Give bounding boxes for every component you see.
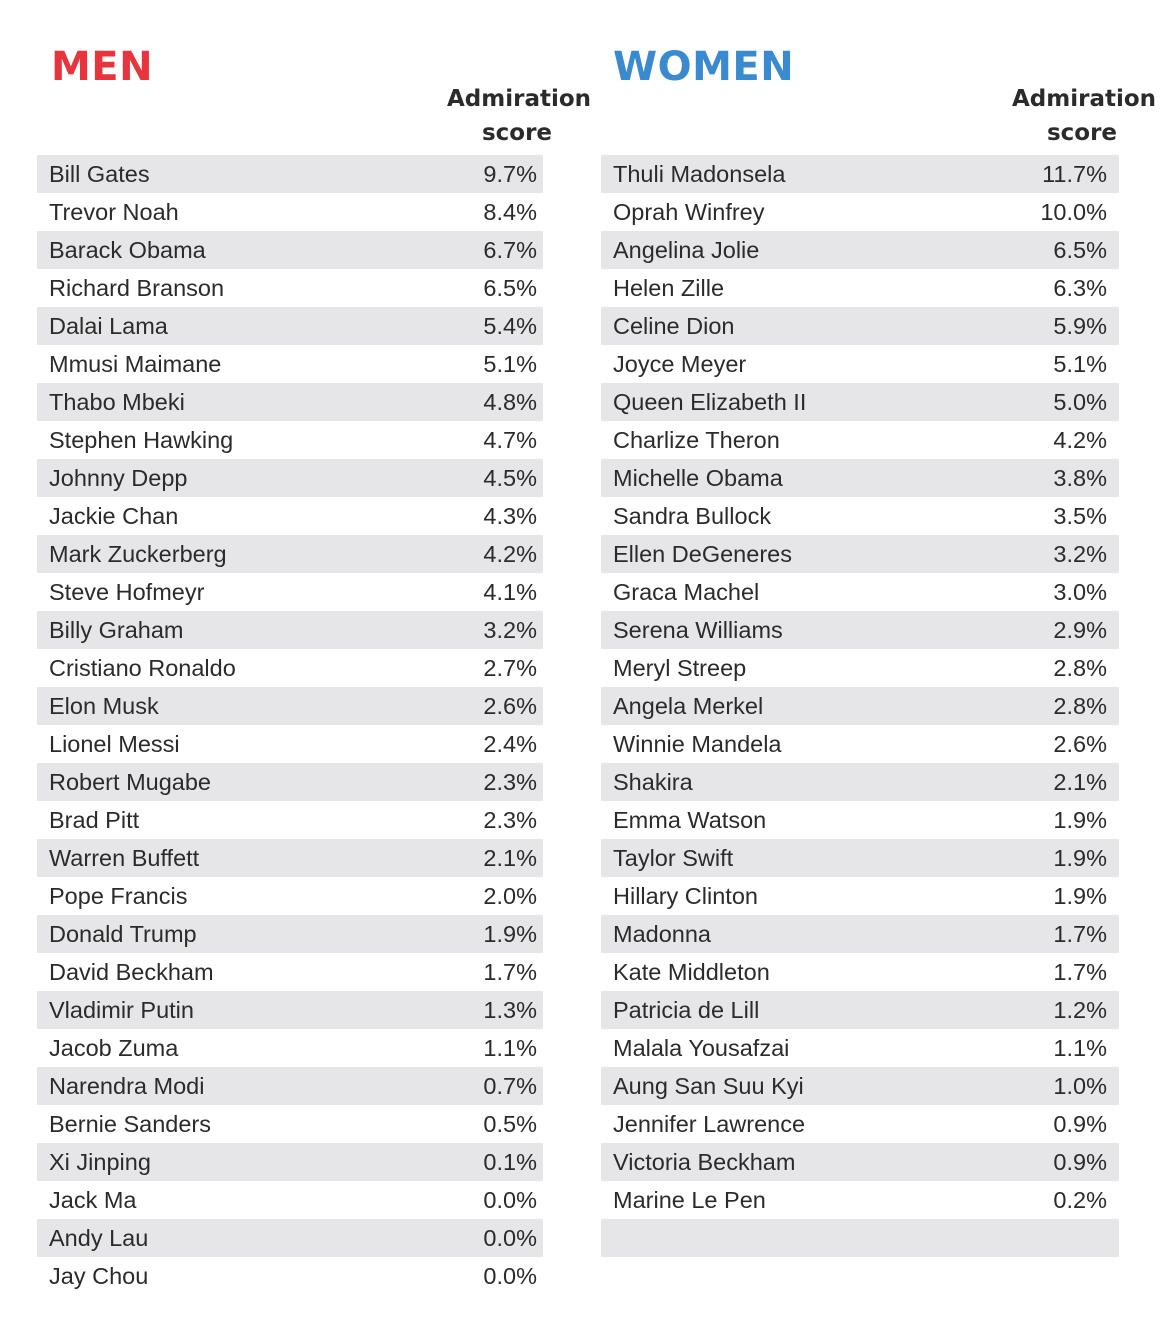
women-table-row [601, 1029, 1119, 1067]
women-table-row [601, 497, 1119, 535]
women-row-name: Charlize Theron [613, 426, 780, 453]
women-row-name: Marine Le Pen [613, 1186, 766, 1213]
women-row-score: 1.7% [1053, 920, 1107, 947]
women-row-score: 6.3% [1053, 274, 1107, 301]
men-table-row [37, 687, 543, 725]
men-row-name: Mark Zuckerberg [49, 540, 227, 567]
women-row-name: Malala Yousafzai [613, 1034, 790, 1061]
men-row-score: 3.2% [483, 616, 537, 643]
women-row-score: 5.0% [1053, 388, 1107, 415]
men-row-name: Bernie Sanders [49, 1110, 211, 1137]
women-table-row [601, 725, 1119, 763]
men-row-name: Cristiano Ronaldo [49, 654, 236, 681]
men-table-row [37, 345, 543, 383]
women-row-score: 5.9% [1053, 312, 1107, 339]
men-table-row [37, 877, 543, 915]
women-table-row [601, 915, 1119, 953]
men-table-row [37, 231, 543, 269]
men-row-score: 2.6% [483, 692, 537, 719]
men-table-row [37, 497, 543, 535]
men-row-score: 1.7% [483, 958, 537, 985]
women-row-name: Thuli Madonsela [613, 160, 786, 187]
men-row-name: David Beckham [49, 958, 214, 985]
women-table-row [601, 193, 1119, 231]
women-row-name: Meryl Streep [613, 654, 747, 681]
men-row-score: 1.1% [483, 1034, 537, 1061]
men-table-row [37, 1143, 543, 1181]
men-table-row [37, 915, 543, 953]
women-table-row [601, 611, 1119, 649]
women-row-score: 3.8% [1053, 464, 1107, 491]
men-table-row [37, 839, 543, 877]
women-row-name: Queen Elizabeth II [613, 388, 807, 415]
women-table-row [601, 155, 1119, 193]
men-row-score: 0.0% [483, 1186, 537, 1213]
women-row-name: Angelina Jolie [613, 236, 760, 263]
women-row-score: 1.9% [1053, 844, 1107, 871]
women-row-score: 2.8% [1053, 692, 1107, 719]
men-score-header-line1: Admiration [447, 86, 592, 112]
women-row-name: Oprah Winfrey [613, 198, 765, 225]
women-row-name: Sandra Bullock [613, 502, 772, 529]
women-row-name: Angela Merkel [613, 692, 764, 719]
men-row-score: 1.9% [483, 920, 537, 947]
men-row-name: Dalai Lama [49, 312, 168, 339]
women-row-name: Joyce Meyer [613, 350, 747, 377]
women-table-row [601, 421, 1119, 459]
women-row-name: Winnie Mandela [613, 730, 782, 757]
women-title: WOMEN [613, 44, 795, 90]
men-row-name: Johnny Depp [49, 464, 188, 491]
women-table-row [601, 687, 1119, 725]
women-table-row [601, 307, 1119, 345]
women-table-row [601, 459, 1119, 497]
men-row-score: 4.8% [483, 388, 537, 415]
men-table-row [37, 193, 543, 231]
women-row-score: 1.7% [1053, 958, 1107, 985]
women-row-score: 10.0% [1040, 198, 1107, 225]
men-row-name: Jack Ma [49, 1186, 137, 1213]
women-row-name: Emma Watson [613, 806, 767, 833]
women-table-row [601, 1143, 1119, 1181]
women-table-row [601, 1181, 1119, 1219]
men-table-row [37, 307, 543, 345]
men-table-row [37, 991, 543, 1029]
men-table-row [37, 421, 543, 459]
women-row-name: Helen Zille [613, 274, 725, 301]
men-row-score: 5.4% [483, 312, 537, 339]
women-row-score: 2.8% [1053, 654, 1107, 681]
men-row-name: Billy Graham [49, 616, 184, 643]
women-table-row [601, 1105, 1119, 1143]
women-row-name: Shakira [613, 768, 693, 795]
men-row-name: Warren Buffett [49, 844, 200, 871]
women-score-header [1012, 82, 1157, 150]
men-row-name: Mmusi Maimane [49, 350, 222, 377]
women-row-name: Kate Middleton [613, 958, 770, 985]
men-row-score: 2.4% [483, 730, 537, 757]
men-row-name: Steve Hofmeyr [49, 578, 205, 605]
men-row-name: Lionel Messi [49, 730, 180, 757]
men-score-header-line2: score [481, 120, 553, 146]
women-table-row [601, 1219, 1119, 1257]
women-row-name: Madonna [613, 920, 711, 947]
women-table-row [601, 573, 1119, 611]
men-table-row [37, 383, 543, 421]
women-row-name: Jennifer Lawrence [613, 1110, 806, 1137]
men-table-row [37, 155, 543, 193]
women-row-score: 3.0% [1053, 578, 1107, 605]
women-row-score: 1.2% [1053, 996, 1107, 1023]
men-row-score: 6.5% [483, 274, 537, 301]
women-row-score: 1.9% [1053, 882, 1107, 909]
women-row-name: Hillary Clinton [613, 882, 758, 909]
women-row-name: Taylor Swift [613, 844, 734, 871]
women-row-name: Celine Dion [613, 312, 735, 339]
women-score-header-line2: score [1046, 120, 1118, 146]
men-row-score: 0.0% [483, 1262, 537, 1289]
men-table-row [37, 535, 543, 573]
women-row-score: 11.7% [1042, 160, 1107, 187]
men-row-score: 2.7% [483, 654, 537, 681]
women-table-row [601, 763, 1119, 801]
men-table-row [37, 1105, 543, 1143]
men-row-name: Barack Obama [49, 236, 206, 263]
men-row-score: 1.3% [483, 996, 537, 1023]
men-row-score: 4.2% [483, 540, 537, 567]
men-row-name: Trevor Noah [49, 198, 179, 225]
men-row-name: Richard Branson [49, 274, 225, 301]
women-row-name: Graca Machel [613, 578, 760, 605]
women-row-name: Ellen DeGeneres [613, 540, 792, 567]
women-row-score: 2.9% [1053, 616, 1107, 643]
women-table-row [601, 801, 1119, 839]
men-row-name: Vladimir Putin [49, 996, 194, 1023]
women-table-row [601, 383, 1119, 421]
women-table-row [601, 535, 1119, 573]
women-table-row [601, 231, 1119, 269]
men-row-score: 8.4% [483, 198, 537, 225]
men-row-score: 0.0% [483, 1224, 537, 1251]
men-row-name: Jacob Zuma [49, 1034, 179, 1061]
men-row-score: 4.3% [483, 502, 537, 529]
women-table-row [601, 649, 1119, 687]
men-table-row [37, 1257, 543, 1295]
women-row-name: Michelle Obama [613, 464, 783, 491]
women-score-header-line1: Admiration [1012, 86, 1157, 112]
women-row-score: 5.1% [1053, 350, 1107, 377]
women-table-row [601, 1067, 1119, 1105]
men-table-row [37, 611, 543, 649]
women-table-row [601, 991, 1119, 1029]
men-table-row [37, 1067, 543, 1105]
women-row-score: 1.1% [1053, 1034, 1107, 1061]
women-table-row [601, 839, 1119, 877]
women-row-score: 2.6% [1053, 730, 1107, 757]
men-row-name: Jackie Chan [49, 502, 179, 529]
women-row-name: Aung San Suu Kyi [613, 1072, 804, 1099]
men-row-name: Andy Lau [49, 1224, 149, 1251]
men-row-name: Brad Pitt [49, 806, 140, 833]
women-row-score: 0.9% [1053, 1110, 1107, 1137]
women-table-row [601, 269, 1119, 307]
women-row-score: 1.0% [1053, 1072, 1107, 1099]
men-table-row [37, 1029, 543, 1067]
men-row-name: Pope Francis [49, 882, 188, 909]
women-table-row [601, 877, 1119, 915]
men-table [37, 155, 543, 1295]
men-table-row [37, 573, 543, 611]
men-score-header [447, 82, 592, 150]
men-row-score: 0.7% [483, 1072, 537, 1099]
men-row-score: 2.0% [483, 882, 537, 909]
men-row-name: Thabo Mbeki [49, 388, 185, 415]
men-table-row [37, 269, 543, 307]
men-row-name: Elon Musk [49, 692, 159, 719]
women-row-score: 0.9% [1053, 1148, 1107, 1175]
men-row-score: 2.3% [483, 806, 537, 833]
women-table-row [601, 345, 1119, 383]
women-row-score: 2.1% [1053, 768, 1107, 795]
men-row-score: 0.1% [483, 1148, 537, 1175]
women-row-name: Patricia de Lill [613, 996, 760, 1023]
men-row-score: 4.5% [483, 464, 537, 491]
women-row-score: 0.2% [1053, 1186, 1107, 1213]
men-table-row [37, 725, 543, 763]
men-table-row [37, 763, 543, 801]
women-row-score: 6.5% [1053, 236, 1107, 263]
men-row-score: 2.3% [483, 768, 537, 795]
men-title: MEN [51, 44, 154, 90]
men-row-name: Narendra Modi [49, 1072, 205, 1099]
men-row-score: 6.7% [483, 236, 537, 263]
men-row-name: Stephen Hawking [49, 426, 234, 453]
men-table-row [37, 801, 543, 839]
women-row-score: 4.2% [1053, 426, 1107, 453]
men-row-score: 5.1% [483, 350, 537, 377]
men-row-score: 2.1% [483, 844, 537, 871]
men-table-row [37, 1181, 543, 1219]
men-row-name: Xi Jinping [49, 1148, 151, 1175]
men-row-name: Donald Trump [49, 920, 197, 947]
women-row-score: 3.2% [1053, 540, 1107, 567]
men-table-row [37, 459, 543, 497]
women-table-row [601, 953, 1119, 991]
women-row-score: 1.9% [1053, 806, 1107, 833]
men-row-score: 4.7% [483, 426, 537, 453]
women-row-name: Victoria Beckham [613, 1148, 796, 1175]
men-table-row [37, 1219, 543, 1257]
women-row-name: Serena Williams [613, 616, 783, 643]
men-row-score: 0.5% [483, 1110, 537, 1137]
women-row-score: 3.5% [1053, 502, 1107, 529]
men-row-score: 9.7% [483, 160, 537, 187]
women-table [601, 155, 1119, 1257]
men-row-score: 4.1% [483, 578, 537, 605]
men-row-name: Jay Chou [49, 1262, 149, 1289]
men-row-name: Robert Mugabe [49, 768, 211, 795]
men-table-row [37, 649, 543, 687]
men-row-name: Bill Gates [49, 160, 150, 187]
men-table-row [37, 953, 543, 991]
